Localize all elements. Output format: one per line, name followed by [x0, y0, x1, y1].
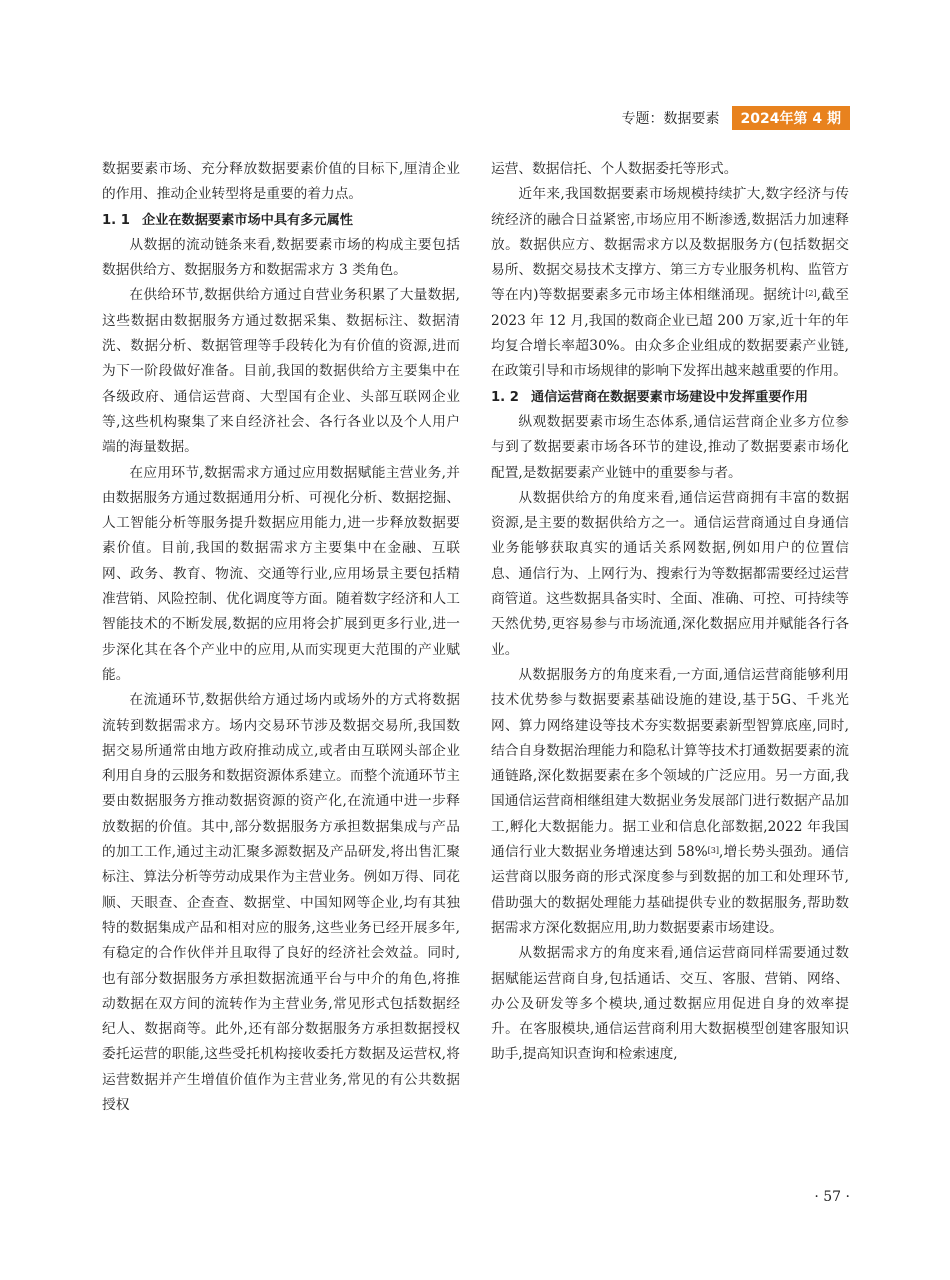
- paragraph: 在流通环节,数据供给方通过场内或场外的方式将数据流转到数据需求方。场内交易环节涉及数据交易所,我国数据交易所通常由地方政府推动成立,或者由互联网头部企业利用自身的云服务和数据资源体系建立。而整个流通环节主要由数据服务方推动数据资源的资产化,在流通中进一步释放数据的价值。其中,部分数据服务方承担数据集成与产品的加工工作,通过主动汇聚多源数据及产品研发,将出售汇聚标注、算法分析等劳动成果作为主营业务。例如万得、同花顺、天眼查、企查查、数据堂、中国知网等企业,均有其独特的数据集成产品和相对应的服务,这些业务已经开展多年,有稳定的合作伙伴并且取得了良好的经济社会效益。同时,也有部分数据服务方承担数据流通平台与中介的角色,将推动数据在双方间的流转作为主营业务,常见形式包括数据经纪人、数据商等。此外,还有部分数据服务方承担数据授权委托运营的职能,这些受托机构接收委托方数据及运营权,将运营数据并产生增值价值作为主营业务,常见的有公共数据授权: [102, 692, 460, 1113]
- paragraph: 从数据需求方的角度来看,通信运营商同样需要通过数据赋能运营商自身,包括通话、交互、客服、营销、网络、办公及研发等多个模块,通过数据应用促进自身的效率提升。在客服模块,通信运营商利用大数据模型创建客服知识助手,提高知识查询和检索速度,: [491, 945, 849, 1063]
- text-run: ,增长势头强劲。通信运营商以服务商的形式深度参与到数据的加工和处理环节,借助强大的数据处理能力基础提供专业的数据服务,帮助数据需求方深化数据应用,助力数据要素市场建设。: [491, 844, 849, 936]
- page-number: · 57 ·: [814, 1189, 850, 1205]
- header-topic: 专题：数据要素: [621, 111, 720, 127]
- paragraph: 从数据的流动链条来看,数据要素市场的构成主要包括数据供给方、数据服务方和数据需求方 3 类角色。: [102, 236, 460, 279]
- section-title: 通信运营商在数据要素市场建设中发挥重要作用: [530, 389, 808, 405]
- left-column: [102, 157, 460, 1118]
- text-run: ,截至 2023 年 12 月,我国的数商企业已超 200 万家,近十年的年均复合增长率超30%。由众多企业组成的数据要素产业链,在政策引导和市场规律的影响下发挥出越来越重要的作用。: [491, 287, 849, 380]
- right-column: [491, 157, 849, 1068]
- paragraph: 在应用环节,数据需求方通过应用数据赋能主营业务,并由数据服务方通过数据通用分析、可视化分析、数据挖掘、人工智能分析等服务提升数据应用能力,进一步释放数据要素价值。目前,我国的数据需求方主要集中在金融、互联网、政务、教育、物流、交通等行业,应用场景主要包括精准营销、风险控制、优化调度等方面。随着数字经济和人工智能技术的不断发展,数据的应用将会扩展到更多行业,进一步深化其在各个产业中的应用,从而实现更大范围的产业赋能。: [102, 464, 460, 683]
- citation-ref: [3]: [707, 846, 719, 856]
- paragraph: 从数据供给方的角度来看,通信运营商拥有丰富的数据资源,是主要的数据供给方之一。通信运营商通过自身通信业务能够获取真实的通话关系网数据,例如用户的位置信息、通信行为、上网行为、搜索行为等数据都需要经过运营商管道。这些数据具备实时、全面、准确、可控、可持续等天然优势,更容易参与市场流通,深化数据应用并赋能各行各业。: [491, 489, 849, 658]
- issue-badge: 2024年第 4 期: [732, 106, 850, 130]
- section-heading-1-1: [102, 208, 460, 233]
- running-header: [622, 106, 850, 130]
- paragraph: [491, 663, 849, 941]
- section-number: 1. 2: [491, 389, 519, 405]
- citation-ref: [2]: [805, 289, 817, 299]
- paragraph: 纵观数据要素市场生态体系,通信运营商企业多方位参与到了数据要素市场各环节的建设,推动了数据要素市场化配置,是数据要素产业链中的重要参与者。: [491, 413, 849, 481]
- paragraph: 运营、数据信托、个人数据委托等形式。: [491, 161, 738, 177]
- text-run: 近年来,我国数据要素市场规模持续扩大,数字经济与传统经济的融合日益紧密,市场应用不断渗透,数据活力加速释放。数据供应方、数据需求方以及数据服务方(包括数据交易所、数据交易技术支撑方、第三方专业服务机构、监管方等在内)等数据要素多元市场主体相继涌现。据统计: [491, 186, 849, 304]
- paragraph: [491, 182, 849, 384]
- section-heading-1-2: [491, 385, 849, 410]
- section-number: 1. 1: [102, 212, 130, 228]
- section-title: 企业在数据要素市场中具有多元属性: [141, 212, 353, 228]
- paragraph: 数据要素市场、充分释放数据要素价值的目标下,厘清企业的作用、推动企业转型将是重要的着力点。: [102, 161, 460, 203]
- text-run: 从数据服务方的角度来看,一方面,通信运营商能够利用技术优势参与数据要素基础设施的建设,基于5G、千兆光网、算力网络建设等技术夯实数据要素新型智算底座,同时,结合自身数据治理能力和隐私计算等技术打通数据要素的流通链路,深化数据要素在多个领域的广泛应用。另一方面,我国通信运营商相继组建大数据业务发展部门进行数据产品加工,孵化大数据能力。据工业和信息化部数据,2022 年我国通信行业大数据业务增速达到 58%: [491, 666, 849, 861]
- paragraph: 在供给环节,数据供给方通过自营业务积累了大量数据,这些数据由数据服务方通过数据采集、数据标注、数据清洗、数据分析、数据管理等手段转化为有价值的资源,进而为下一阶段做好准备。目前,我国的数据供给方主要集中在各级政府、通信运营商、大型国有企业、头部互联网企业等,这些机构聚集了来自经济社会、各行各业以及个人用户端的海量数据。: [102, 287, 460, 456]
